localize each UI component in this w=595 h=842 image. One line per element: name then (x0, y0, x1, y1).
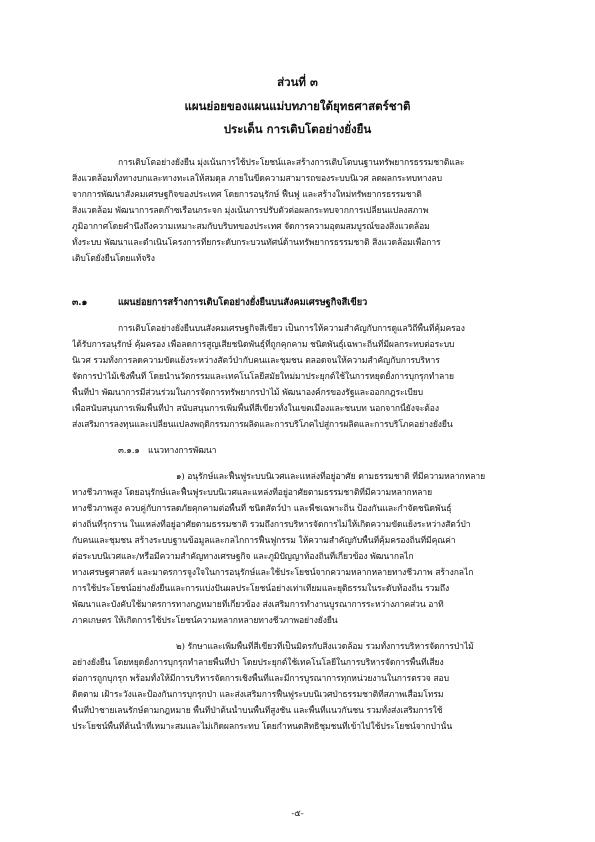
item-1-line: ทางชีวภาพสูง ควบคู่กับการลดภัยคุกคามต่อพื้นที่ ชนิดสัตว์ป่า และพืชเฉพาะถิ่น ป้องกันและกำจัดชนิดพันธุ์ (72, 504, 452, 514)
item-2-line: ๒) รักษาและเพิ่มพื้นที่สีเขียวที่เป็นมิตรกับสิ่งแวดล้อม รวมทั้งการบริหารจัดการป่าไม้ (176, 642, 474, 652)
subsection-title: แนวทางการพัฒนา (148, 446, 217, 456)
part-heading: ส่วนที่ ๓ (277, 75, 318, 89)
section-line: นิเวศ รวมทั้งการลดความขัดแย้งระหว่างสัตว์ป่ากับคนและชุมชน ตลอดจนให้ความสำคัญกับการบริหาร (72, 356, 440, 366)
item-1-line: ๑) อนุรักษ์และฟื้นฟูระบบนิเวศและแหล่งที่อยู่อาศัย ตามธรรมชาติ ที่มีความหลากหลาย (176, 472, 486, 482)
plan-heading: แผนย่อยของแผนแม่บทภายใต้ยุทธศาสตร์ชาติ (184, 99, 411, 113)
section-line: เพื่อสนับสนุนการเพิ่มพื้นที่ป่า สนับสนุนการเพิ่มพื้นที่สีเขียวทั้งในเขตเมืองและชนบท นอกจากนี้ยังจะต้อง (72, 404, 439, 414)
section-number: ๓.๑ (72, 297, 88, 308)
section-title: แผนย่อยการสร้างการเติบโตอย่างยั่งยืนบนสังคมเศรษฐกิจสีเขียว (118, 297, 368, 308)
item-1-line: กับคนและชุมชน สร้างระบบฐานข้อมูลและกลไกการฟื้นฟูกรรม ให้ความสำคัญกับพื้นที่คุ้มครองถิ่นที่มีคุณค่า (72, 536, 456, 546)
item-2-line: พื้นที่ป่าชายเลนรักษ์ตามกฎหมาย พื้นที่ป่าต้นน้ำบนพื้นที่สูงชัน และพื้นที่แนวกันชน รวมทั้งส่งเสริมการใช้ (72, 706, 443, 716)
section-line: ได้รับการอนุรักษ์ คุ้มครอง เพื่อลดการสูญเสียชนิดพันธุ์ที่ถูกคุกคาม ชนิดพันธุ์เฉพาะถิ่นที่มีผลกระทบต่อระบบ (72, 340, 455, 350)
item-1-line: ต่างถิ่นที่รุกราน ในแหล่งที่อยู่อาศัยตามธรรมชาติ รวมถึงการบริหารจัดการไม่ให้เกิดความขัดแย้งระหว่างสัตว์ป่า (72, 520, 471, 530)
item-2-line: อย่างยั่งยืน โดยหยุดยั้งการบุกรุกทำลายพื้นที่ป่า โดยประยุกต์ใช้เทคโนโลยีในการบริหารจัดการพื้นที่เสี่ยง (72, 658, 444, 668)
item-1-line: ทางชีวภาพสูง โดยอนุรักษ์และฟื้นฟูระบบนิเวศและแหล่งที่อยู่อาศัยตามธรรมชาติที่มีความหลากหลาย (72, 488, 433, 498)
intro-line: ภูมิอากาศโดยคำนึงถึงความเหมาะสมกับบริบทของประเทศ จัดการความอุดมสมบูรณ์ของสิ่งแวดล้อม (72, 222, 430, 232)
intro-line: การเติบโตอย่างยั่งยืน มุ่งเน้นการใช้ประโยชน์และสร้างการเติบโตบนฐานทรัพยากรธรรมชาติและ (118, 158, 465, 168)
section-line: พื้นที่ป่า พัฒนาการมีส่วนร่วมในการจัดการทรัพยากรป่าไม้ พัฒนาองค์กรของรัฐและออกกฎระเบียบ (72, 388, 423, 398)
section-line: ส่งเสริมการลงทุนและเปลี่ยนแปลงพฤติกรรมการผลิตและการบริโภคไปสู่การผลิตและการบริโภคอย่างยั่งยืน (72, 420, 453, 430)
page-number: -๕- (291, 809, 304, 819)
item-1-line: พัฒนาและบังคับใช้มาตรการทางกฎหมายที่เกี่ยวข้อง ส่งเสริมการทำงานบูรณาการระหว่างภาคส่วน อาทิ (72, 600, 444, 610)
section-line: การเติบโตอย่างยั่งยืนบนสังคมเศรษฐกิจสีเขียว เป็นการให้ความสำคัญกับการดูแลวิถีพื้นที่คุ้มครอง (118, 324, 465, 334)
item-1-line: ทางเศรษฐศาสตร์ และมาตรการจูงใจในการอนุรักษ์และใช้ประโยชน์จากความหลากหลายทางชีวภาพ สร้างกลไก (72, 568, 474, 578)
item-2-line: ติดตาม เฝ้าระวังและป้องกันการบุกรุกป่า และส่งเสริมการฟื้นฟูระบบนิเวศป่าธรรมชาติที่สภาพเสื่อมโทรม (72, 690, 444, 700)
subsection-number: ๓.๑.๑ (118, 446, 140, 456)
item-1-line: การใช้ประโยชน์อย่างยั่งยืนและการแบ่งปันผลประโยชน์อย่างเท่าเทียมและยุติธรรมในระดับท้องถิ่น รวมถึง (72, 584, 450, 594)
intro-line: เติบโตยั่งยืนโดยแท้จริง (72, 254, 155, 264)
item-2-line: ต่อการถูกบุกรุก พร้อมทั้งให้มีการบริหารจัดการเชิงพื้นที่และมีการบูรณาการทุกหน่วยงานในการตรวจ สอบ (72, 674, 449, 684)
item-1-line: ต่อระบบนิเวศและ/หรือมีความสำคัญทางเศรษฐกิจ และภูมิปัญญาท้องถิ่นที่เกี่ยวข้อง พัฒนากลไก (72, 552, 414, 562)
item-2-line: ประโยชน์พื้นที่ต้นน้ำที่เหมาะสมและไม่เกิดผลกระทบ โดยกำหนดสิทธิชุมชนที่เข้าไปใช้ประโยชน์จากป่านั้น (72, 722, 453, 732)
intro-line: สิ่งแวดล้อม พัฒนาการลดก๊าซเรือนกระจก มุ่งเน้นการปรับตัวต่อผลกระทบจากการเปลี่ยนแปลงสภาพ (72, 206, 429, 216)
issue-heading: ประเด็น การเติบโตอย่างยั่งยืน (223, 122, 372, 136)
section-line: จัดการป่าไม้เชิงพื้นที่ โดยนำนวัตกรรมและเทคโนโลยีสมัยใหม่มาประยุกต์ใช้ในการหยุดยั้งการบุกรุกทำลาย (72, 372, 454, 382)
intro-line: สิ่งแวดล้อมทั้งทางบกและทางทะเลให้สมดุล ภายในขีดความสามารถของระบบนิเวศ ลดผลกระทบทางลบ (72, 174, 442, 184)
item-1-line: ภาคเกษตร ให้เกิดการใช้ประโยชน์ความหลากหลายทางชีวภาพอย่างยั่งยืน (72, 616, 338, 626)
intro-line: จากการพัฒนาสังคมเศรษฐกิจของประเทศ โดยการอนุรักษ์ ฟื้นฟู และสร้างใหม่ทรัพยากรธรรมชาติ (72, 190, 422, 200)
intro-line: ทั้งระบบ พัฒนาและดำเนินโครงการที่ยกระดับกระบวนทัศน์ด้านทรัพยากรธรรมชาติ สิ่งแวดล้อมเพื่อการ (72, 238, 441, 248)
